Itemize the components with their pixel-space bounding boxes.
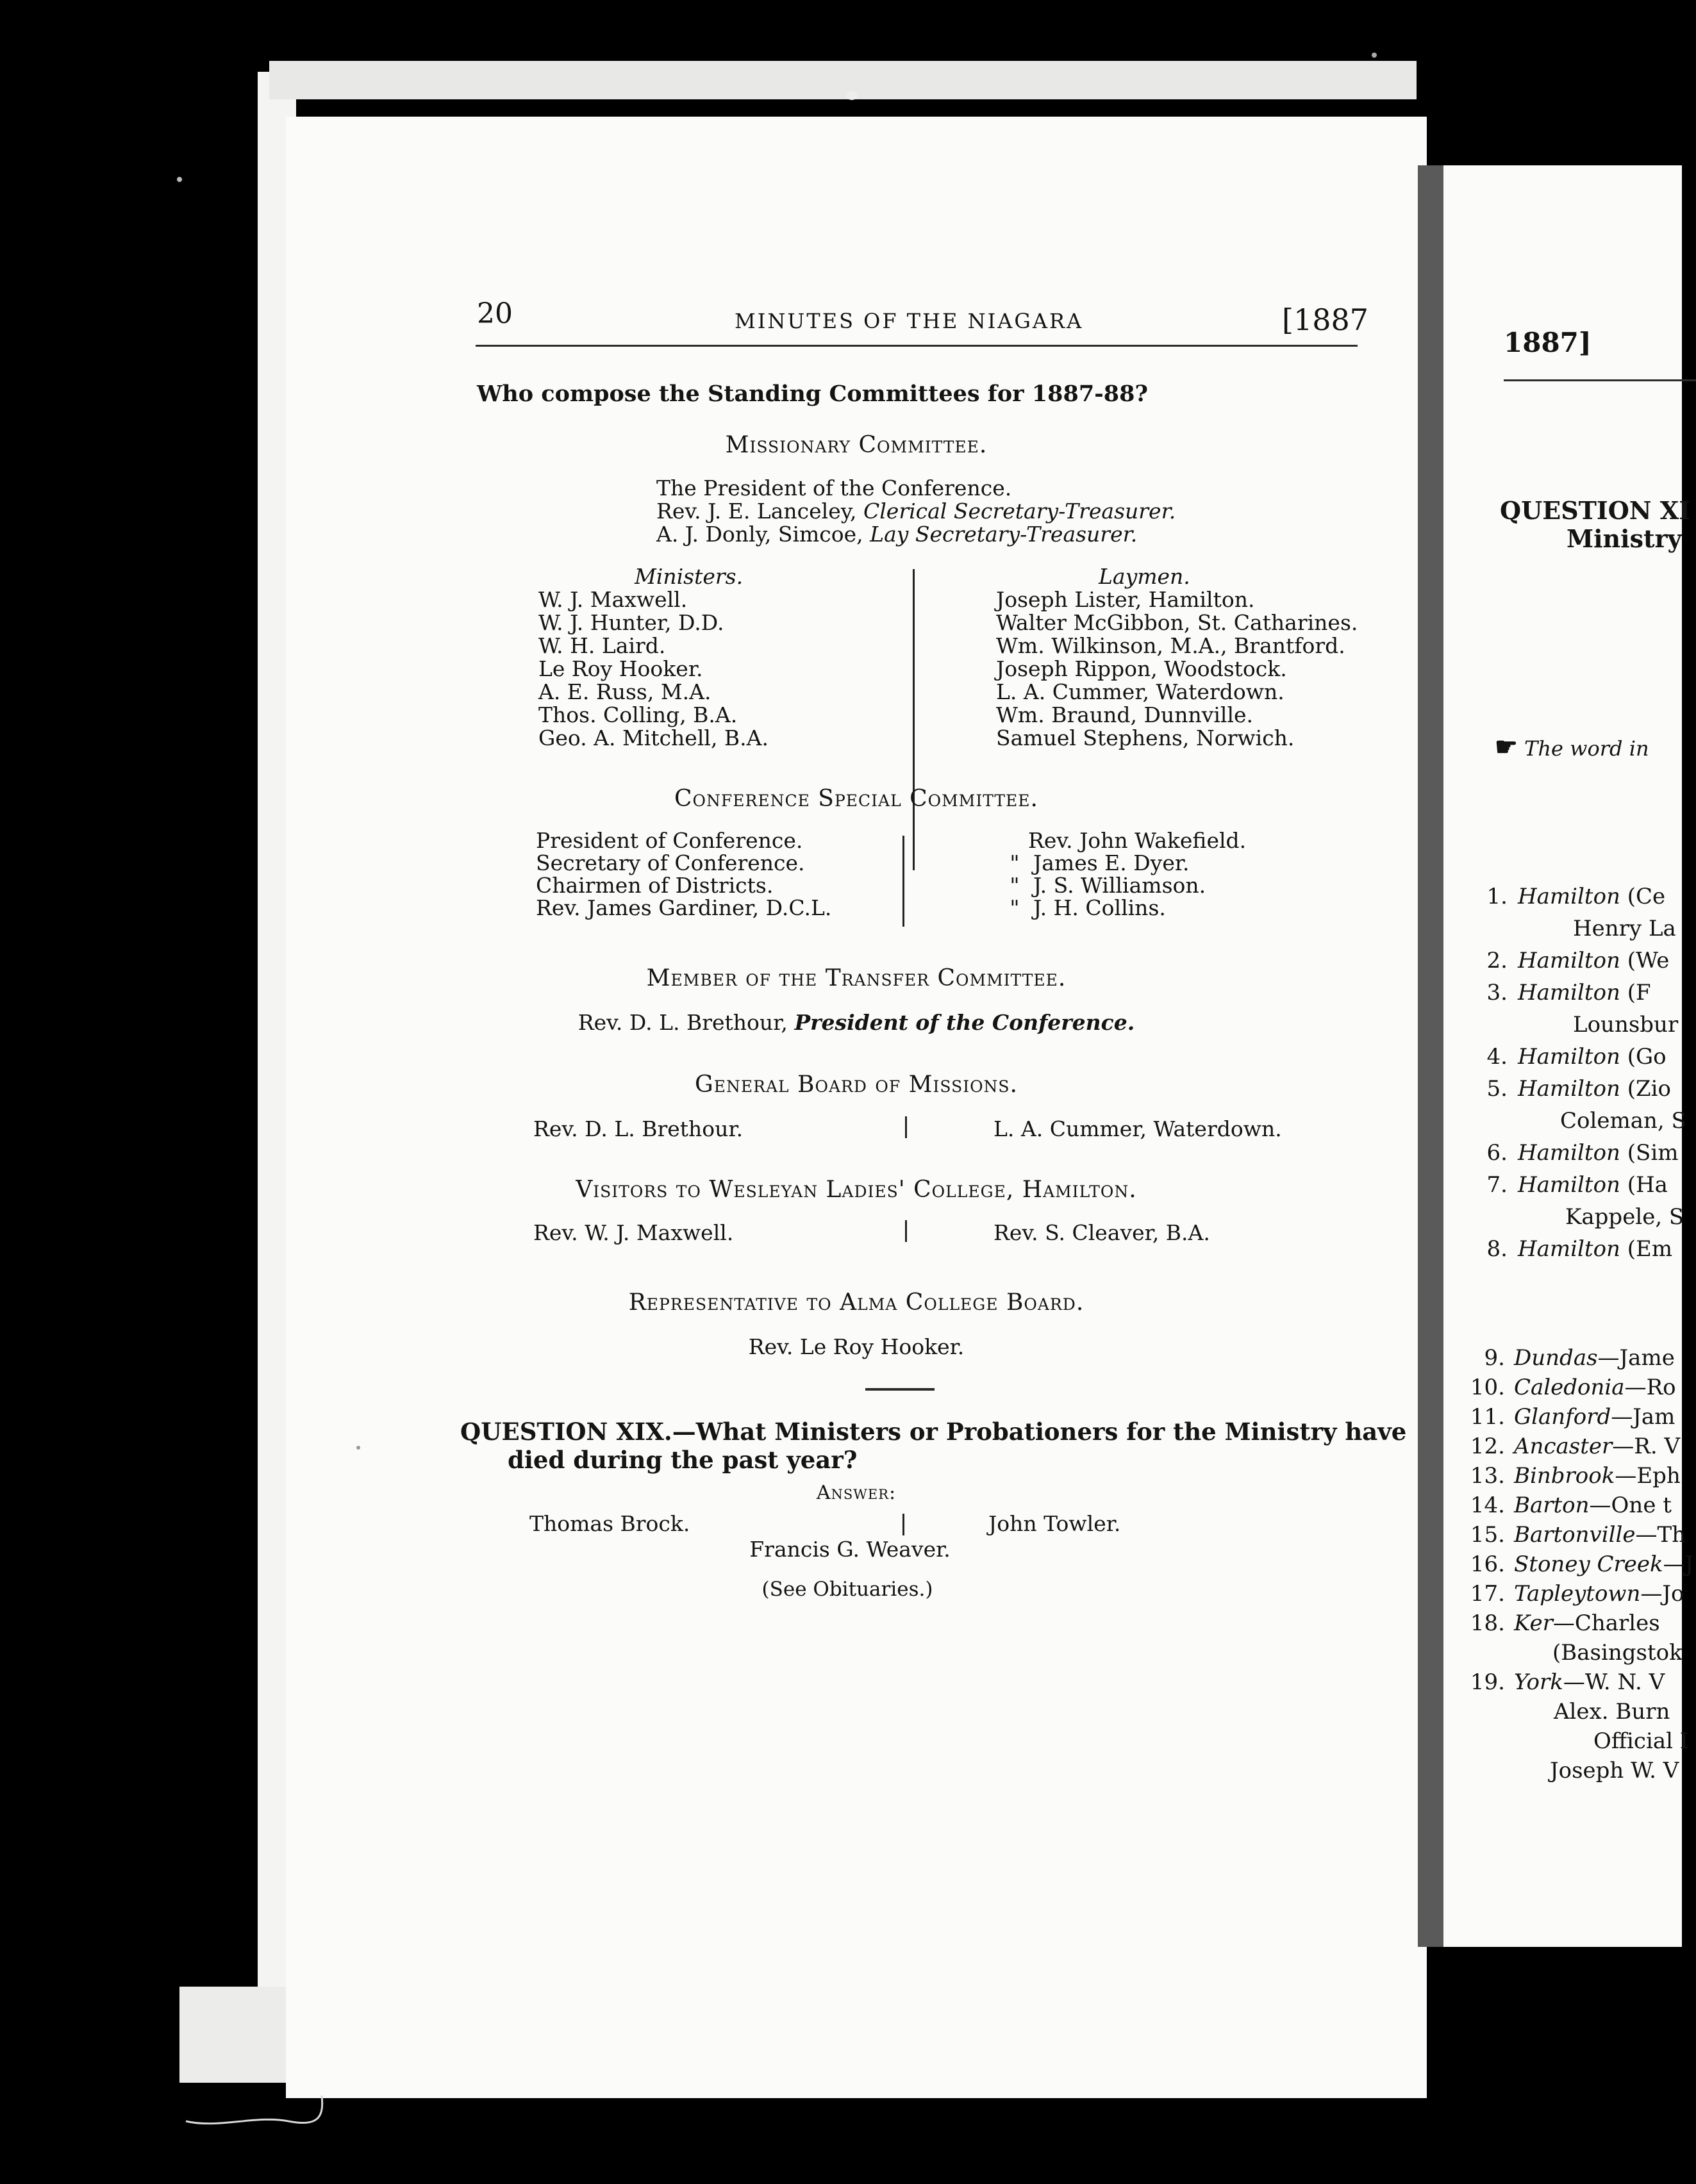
alma-member: Rev. Le Roy Hooker. <box>748 1334 965 1359</box>
transfer-member-role: President of the Conference. <box>794 1010 1135 1035</box>
question-xix-text: —What Ministers or Probationers for the Ministry have <box>672 1418 1407 1446</box>
station-place: Binbrook <box>1514 1463 1615 1489</box>
special-member <box>996 852 1246 874</box>
station-detail: Kappele, S <box>1565 1204 1684 1230</box>
station-detail: Lounsbur <box>1573 1012 1679 1038</box>
station-detail: Joseph W. V <box>1550 1758 1679 1783</box>
station-line <box>1443 1201 1686 1233</box>
station-number: 19. <box>1470 1669 1505 1695</box>
station-detail: (Sim <box>1620 1140 1679 1166</box>
station-line <box>1443 1041 1686 1073</box>
station-line <box>1443 1667 1693 1697</box>
laymen-heading: Laymen. <box>1099 564 1190 589</box>
station-number: 11. <box>1470 1404 1505 1430</box>
scan-scribble <box>179 2083 333 2134</box>
special-member: Rev. James Gardiner, D.C.L. <box>536 895 832 920</box>
transfer-heading: Member of the Transfer Committee. <box>646 965 1067 991</box>
header-rule <box>1504 379 1696 381</box>
station-detail: —Charles <box>1552 1610 1660 1636</box>
right-page <box>1443 165 1694 1947</box>
station-place: Ker <box>1514 1610 1553 1636</box>
question-xix-line1 <box>460 1418 1406 1446</box>
right-page-year: 1887] <box>1504 327 1592 358</box>
station-place: Hamilton <box>1518 1076 1620 1102</box>
station-line <box>1443 1491 1693 1520</box>
question-fragment-2: Ministry <box>1567 524 1682 553</box>
pointing-hand-icon: ☛ <box>1495 732 1518 762</box>
minister-name: Geo. A. Mitchell, B.A. <box>538 725 769 750</box>
officer-line <box>656 477 1176 500</box>
page-stack-edge <box>179 1987 295 2083</box>
scan-speck <box>1372 53 1377 58</box>
station-detail: (Basingstok <box>1552 1640 1683 1666</box>
missionary-officers <box>656 477 1176 546</box>
station-detail: (Ha <box>1620 1172 1668 1198</box>
station-line <box>1443 945 1686 977</box>
answer-label: Answer: <box>816 1482 897 1504</box>
station-detail: (Em <box>1620 1236 1673 1262</box>
station-number: 16. <box>1470 1551 1505 1577</box>
column-divider <box>902 836 904 927</box>
station-place: Bartonville <box>1514 1522 1636 1548</box>
column-divider <box>902 1514 904 1535</box>
station-detail: (Zio <box>1620 1076 1671 1102</box>
visitor-name: Rev. S. Cleaver, B.A. <box>993 1220 1210 1245</box>
station-line <box>1443 1609 1693 1638</box>
station-line <box>1443 1105 1686 1137</box>
ministers-heading: Ministers. <box>635 564 744 589</box>
visitors-heading: Visitors to Wesleyan Ladies' College, Hamilton. <box>576 1177 1137 1203</box>
obituaries-note: (See Obituaries.) <box>761 1578 933 1601</box>
alma-heading: Representative to Alma College Board. <box>628 1289 1085 1316</box>
station-detail: —Eph <box>1615 1463 1681 1489</box>
station-number: 10. <box>1470 1375 1505 1400</box>
officer-name: A. J. Donly, Simcoe, <box>656 522 870 547</box>
minister-name: W. J. Hunter, D.D. <box>538 610 724 635</box>
station-place: Glanford <box>1514 1404 1611 1430</box>
station-number: 7. <box>1486 1172 1508 1198</box>
transfer-member-line <box>286 1010 1427 1035</box>
station-detail: (F <box>1620 980 1651 1005</box>
station-line <box>1443 1461 1693 1491</box>
layman-name: Walter McGibbon, St. Catharines. <box>996 610 1358 635</box>
station-line <box>1443 1550 1693 1579</box>
book-gutter <box>1418 165 1443 1947</box>
station-detail: —Jo <box>1640 1581 1684 1607</box>
missionary-section <box>286 432 1427 464</box>
running-title: MINUTES OF THE NIAGARA <box>735 309 1084 333</box>
station-detail: Coleman, S <box>1560 1108 1686 1134</box>
header-rule <box>476 345 1358 347</box>
special-member-name: Rev. John Wakefield. <box>1028 828 1247 853</box>
layman-name: Wm. Braund, Dunnville. <box>996 702 1254 727</box>
station-line <box>1443 1697 1693 1726</box>
station-list-1 <box>1443 881 1686 1265</box>
station-detail: —W. N. V <box>1563 1669 1665 1695</box>
station-number: 18. <box>1470 1610 1505 1636</box>
station-place: Hamilton <box>1518 948 1620 973</box>
station-detail: —J <box>1663 1551 1694 1577</box>
ditto-mark: " <box>1010 895 1020 920</box>
officer-name: The President of the Conference. <box>656 476 1012 500</box>
station-place: York <box>1514 1669 1563 1695</box>
station-number: 17. <box>1470 1581 1505 1607</box>
station-line <box>1443 1402 1693 1432</box>
minister-name: W. J. Maxwell. <box>538 587 688 612</box>
station-number: 15. <box>1470 1522 1505 1548</box>
column-divider <box>913 569 915 870</box>
station-line <box>1443 1726 1693 1756</box>
station-line <box>1443 1432 1693 1461</box>
station-line <box>1443 1343 1693 1373</box>
laymen-column <box>996 565 1358 750</box>
station-number: 2. <box>1486 948 1508 973</box>
station-place: Hamilton <box>1518 1140 1620 1166</box>
station-list-2 <box>1443 1343 1693 1785</box>
station-place: Caledonia <box>1514 1375 1625 1400</box>
station-number: 6. <box>1486 1140 1508 1166</box>
column-divider <box>905 1220 907 1242</box>
station-number: 4. <box>1486 1044 1508 1070</box>
station-line <box>1443 1638 1693 1667</box>
missionary-heading: Missionary Committee. <box>725 432 988 458</box>
station-number: 3. <box>1486 980 1508 1005</box>
station-place: Dundas <box>1514 1345 1598 1371</box>
station-detail: —One t <box>1589 1493 1672 1518</box>
minister-name: Le Roy Hooker. <box>538 656 703 681</box>
station-line <box>1443 1579 1693 1609</box>
question-xix-label: QUESTION XIX. <box>460 1418 672 1446</box>
special-member-name: J. S. Williamson. <box>1033 873 1206 898</box>
special-member <box>996 897 1246 919</box>
special-left-column <box>536 829 831 919</box>
station-place: Tapleytown <box>1514 1581 1641 1607</box>
station-line <box>1443 1756 1693 1785</box>
transfer-member: Rev. D. L. Brethour, <box>578 1010 795 1035</box>
officer-name: Rev. J. E. Lanceley, <box>656 499 863 524</box>
scan-speck <box>846 91 858 100</box>
officer-role: Clerical Secretary-Treasurer. <box>863 499 1176 524</box>
station-line <box>1443 881 1686 913</box>
section-divider <box>865 1388 935 1391</box>
station-place: Ancaster <box>1514 1434 1613 1459</box>
note-text: The word in <box>1524 736 1649 761</box>
officer-role: Lay Secretary-Treasurer. <box>870 522 1138 547</box>
station-detail: Official I <box>1593 1728 1689 1754</box>
special-right-column <box>996 829 1246 919</box>
deceased-name: Francis G. Weaver. <box>749 1537 951 1562</box>
standing-committees-question: Who compose the Standing Committees for 1887-88? <box>477 381 1148 407</box>
minister-name: A. E. Russ, M.A. <box>538 679 711 704</box>
general-board-heading: General Board of Missions. <box>694 1071 1018 1098</box>
station-number: 13. <box>1470 1463 1505 1489</box>
station-number: 12. <box>1470 1434 1505 1459</box>
ministers-column <box>538 565 769 750</box>
station-place: Hamilton <box>1518 1236 1620 1262</box>
station-number: 14. <box>1470 1493 1505 1518</box>
station-line <box>1443 1137 1686 1169</box>
question-fragment: QUESTION XI <box>1500 496 1691 525</box>
special-member: Secretary of Conference. <box>536 850 805 875</box>
station-detail: (Go <box>1620 1044 1667 1070</box>
station-line <box>1443 1373 1693 1402</box>
station-number: 8. <box>1486 1236 1508 1262</box>
layman-name: Joseph Rippon, Woodstock. <box>996 656 1287 681</box>
scan-speck <box>177 177 182 182</box>
page-stack-edge <box>269 61 1417 99</box>
special-member <box>996 874 1246 897</box>
station-detail: (Ce <box>1620 884 1666 909</box>
minister-name: W. H. Laird. <box>538 633 666 658</box>
scan-speck <box>356 1446 360 1450</box>
station-number: 5. <box>1486 1076 1508 1102</box>
station-line <box>1443 1233 1686 1265</box>
column-divider <box>905 1116 907 1138</box>
station-detail: —R. V <box>1612 1434 1681 1459</box>
station-detail: (We <box>1620 948 1670 973</box>
special-member <box>996 829 1246 852</box>
deceased-name: John Towler. <box>988 1511 1121 1536</box>
station-number: 9. <box>1484 1345 1505 1371</box>
station-number: 1. <box>1486 884 1508 909</box>
special-member-name: James E. Dyer. <box>1033 850 1190 875</box>
layman-name: Joseph Lister, Hamilton. <box>996 587 1255 612</box>
station-place: Barton <box>1514 1493 1590 1518</box>
station-place: Stoney Creek <box>1514 1551 1663 1577</box>
officer-line <box>656 500 1176 523</box>
special-member: President of Conference. <box>536 828 803 853</box>
question-xix-line2: died during the past year? <box>508 1446 858 1474</box>
layman-name: Samuel Stephens, Norwich. <box>996 725 1295 750</box>
station-line <box>1443 1169 1686 1201</box>
left-page <box>286 117 1427 2098</box>
station-line <box>1443 977 1686 1009</box>
station-detail: —Th <box>1635 1522 1686 1548</box>
layman-name: Wm. Wilkinson, M.A., Brantford. <box>996 633 1345 658</box>
station-place: Hamilton <box>1518 1044 1620 1070</box>
general-board-member: Rev. D. L. Brethour. <box>533 1116 744 1141</box>
ditto-mark: " <box>1010 873 1020 898</box>
officer-line <box>656 523 1176 546</box>
station-place: Hamilton <box>1518 1172 1620 1198</box>
station-place: Hamilton <box>1518 884 1620 909</box>
layman-name: L. A. Cummer, Waterdown. <box>996 679 1284 704</box>
station-detail: Henry La <box>1573 916 1676 941</box>
station-detail: —Jame <box>1597 1345 1675 1371</box>
visitor-name: Rev. W. J. Maxwell. <box>533 1220 734 1245</box>
station-detail: —Ro <box>1624 1375 1676 1400</box>
minister-name: Thos. Colling, B.A. <box>538 702 738 727</box>
ditto-mark: " <box>1010 850 1020 875</box>
station-line <box>1443 913 1686 945</box>
special-committee-heading: Conference Special Committee. <box>674 786 1038 812</box>
station-place: Hamilton <box>1518 980 1620 1005</box>
general-board-member: L. A. Cummer, Waterdown. <box>993 1116 1282 1141</box>
deceased-name: Thomas Brock. <box>529 1511 690 1536</box>
station-detail: —Jam <box>1611 1404 1675 1430</box>
special-member: Chairmen of Districts. <box>536 873 774 898</box>
station-line <box>1443 1009 1686 1041</box>
station-detail: Alex. Burn <box>1554 1699 1670 1725</box>
page-number: 20 <box>477 297 513 330</box>
year-bracket: [1887 <box>1282 302 1369 337</box>
special-member-name: J. H. Collins. <box>1033 895 1166 920</box>
station-line <box>1443 1073 1686 1105</box>
station-line <box>1443 1520 1693 1550</box>
note-fragment <box>1495 732 1649 762</box>
